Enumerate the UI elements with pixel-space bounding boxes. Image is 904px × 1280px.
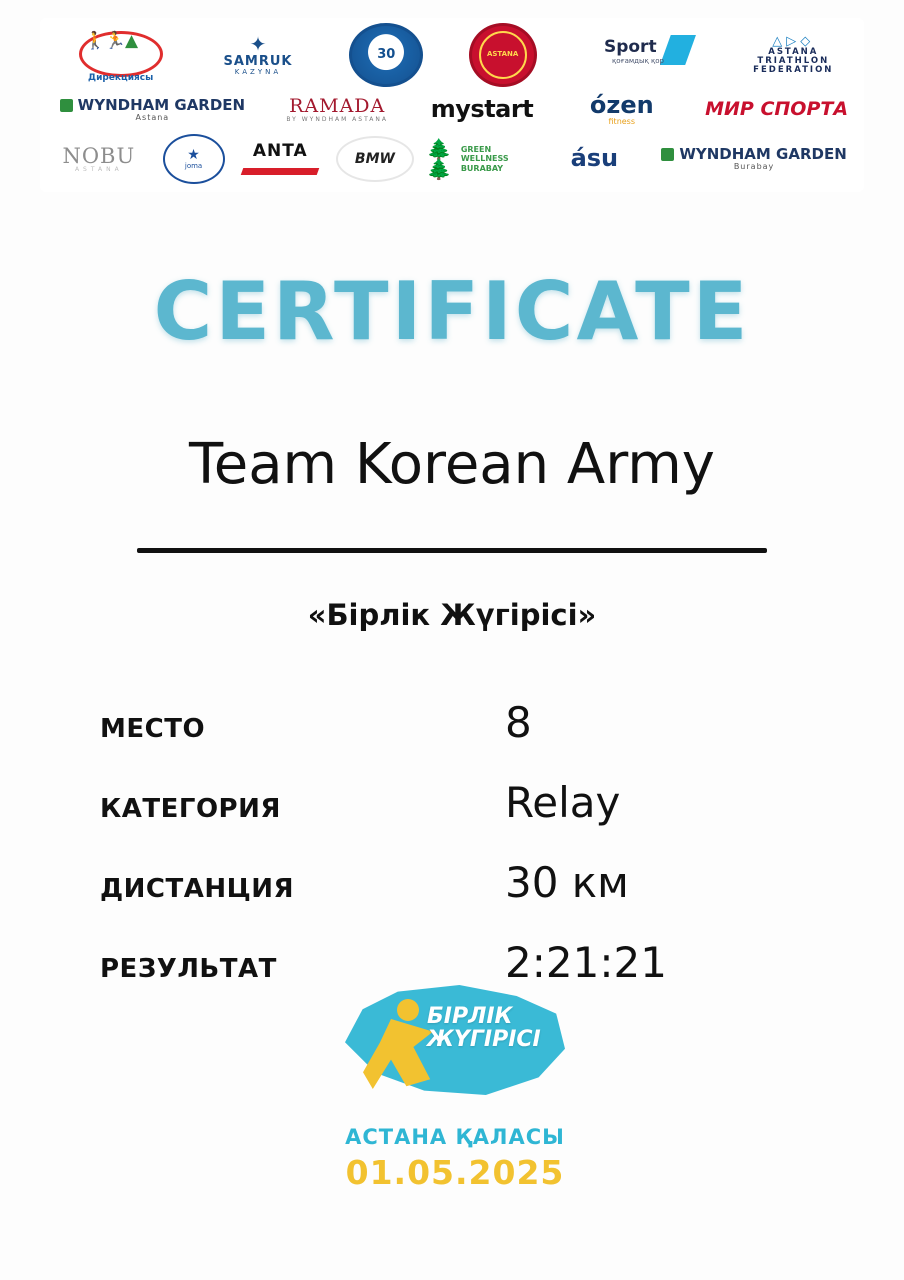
emblem-brand-line2: ЖҮГІРІСІ xyxy=(427,1027,541,1053)
result-label-time: РЕЗУЛЬТАТ xyxy=(100,954,277,984)
samruk-kazyna-logo xyxy=(212,34,304,76)
samruk-mark-icon: ✦ xyxy=(249,32,267,56)
asu-logo-label: ásu xyxy=(570,144,619,173)
emblem-brand-line1: БІРЛІК xyxy=(427,1004,513,1029)
table-row xyxy=(100,698,820,778)
table-row xyxy=(100,858,820,938)
wyndham-garden-astana-logo xyxy=(52,95,252,122)
ozen-logo-sub: fitness xyxy=(608,117,636,127)
emblem-date: 01.05.2025 xyxy=(345,1153,565,1192)
mystart-logo-label: mystart xyxy=(430,95,534,124)
mir-sporta-label: МИР СПОРТА xyxy=(705,98,849,121)
joma-mark-icon: ★ xyxy=(187,146,200,163)
trees-icon: 🌲🌲 xyxy=(426,137,452,181)
ramada-logo xyxy=(277,94,397,123)
result-value-time: 2:21:21 xyxy=(505,938,667,987)
sportqory-shape-icon xyxy=(660,35,696,65)
runner-head-icon xyxy=(397,999,419,1021)
emblem-brand xyxy=(427,1005,595,1051)
bmw-logo-label: BMW xyxy=(354,150,395,167)
ramada-logo-label: RAMADA xyxy=(289,94,386,117)
sportqory-logo-sub: қоғамдық қор xyxy=(611,57,664,65)
nobu-logo-sub: ASTANA xyxy=(74,165,123,173)
emblem-city: АСТАНА ҚАЛАСЫ xyxy=(345,1125,565,1149)
ozen-fitness-logo xyxy=(567,93,677,127)
table-row xyxy=(100,778,820,858)
bmw-logo xyxy=(336,136,414,182)
divider xyxy=(137,548,767,553)
joma-logo xyxy=(163,134,225,184)
sponsor-bar xyxy=(40,18,864,192)
joma-logo-label: joma xyxy=(184,161,203,170)
event-emblem xyxy=(315,985,595,1225)
samruk-logo-sub: KAZYNA xyxy=(234,67,282,76)
runners-icon: 🚶🏃▲ xyxy=(84,31,138,51)
wyndham-garden-burabay-logo xyxy=(649,144,859,171)
atf-logo-label: ASTANA TRIATHLON FEDERATION xyxy=(753,47,834,76)
asu-logo xyxy=(549,146,639,171)
astana-triathlon-federation-logo xyxy=(745,35,841,75)
anta-logo-label: ANTA xyxy=(252,141,308,161)
wyndham-astana-sub: Astana xyxy=(135,112,170,122)
directorate-logo xyxy=(63,27,167,83)
wyndham-burabay-square-icon xyxy=(661,148,674,161)
green-wellness-burabay-logo xyxy=(424,139,540,179)
result-label-place: МЕСТО xyxy=(100,714,206,744)
wyndham-burabay-label: WYNDHAM GARDEN xyxy=(679,144,847,163)
result-value-place: 8 xyxy=(505,698,532,747)
wyndham-astana-label: WYNDHAM GARDEN xyxy=(77,95,246,114)
triathlon-shapes-icon: △▷◇ xyxy=(772,33,815,49)
results-table xyxy=(100,698,820,1018)
runner-body-icon xyxy=(363,1019,433,1089)
nobu-logo-label: NOBU xyxy=(62,143,136,168)
wyndham-burabay-sub: Burabay xyxy=(733,161,775,171)
result-value-distance: 30 км xyxy=(505,858,629,907)
event-name: «Бірлік Жүгірісі» xyxy=(307,598,597,632)
page-title: CERTIFICATE xyxy=(153,265,751,358)
anta-bar-icon xyxy=(241,168,320,175)
participant-name: Team Korean Army xyxy=(189,432,715,497)
mir-sporta-logo xyxy=(702,100,852,120)
astana-logo-label: ASTANA xyxy=(479,31,527,79)
anta-logo xyxy=(234,139,326,179)
state-emblem-year: 30 xyxy=(377,47,396,63)
directorate-logo-label: Дирекциясы xyxy=(88,72,154,83)
sponsor-row-3 xyxy=(40,134,864,184)
astana-city-logo xyxy=(469,23,537,87)
wyndham-square-icon xyxy=(60,99,73,112)
mystart-logo xyxy=(422,97,542,122)
sportqory-logo xyxy=(582,31,700,79)
sportqory-logo-label: Sport xyxy=(603,37,657,57)
sponsor-row-1 xyxy=(40,24,864,86)
green-wellness-label: GREEN WELLNESS BURABAY xyxy=(460,145,509,173)
nobu-logo xyxy=(45,145,153,173)
state-emblem-logo xyxy=(349,23,423,87)
ozen-logo-label: ózen xyxy=(589,91,654,120)
samruk-logo-label: SAMRUK xyxy=(223,54,293,69)
result-label-distance: ДИСТАНЦИЯ xyxy=(100,874,295,904)
sponsor-row-2 xyxy=(40,86,864,134)
ramada-logo-sub: BY WYNDHAM ASTANA xyxy=(286,115,388,123)
result-value-category: Relay xyxy=(505,778,621,827)
result-label-category: КАТЕГОРИЯ xyxy=(100,794,281,824)
